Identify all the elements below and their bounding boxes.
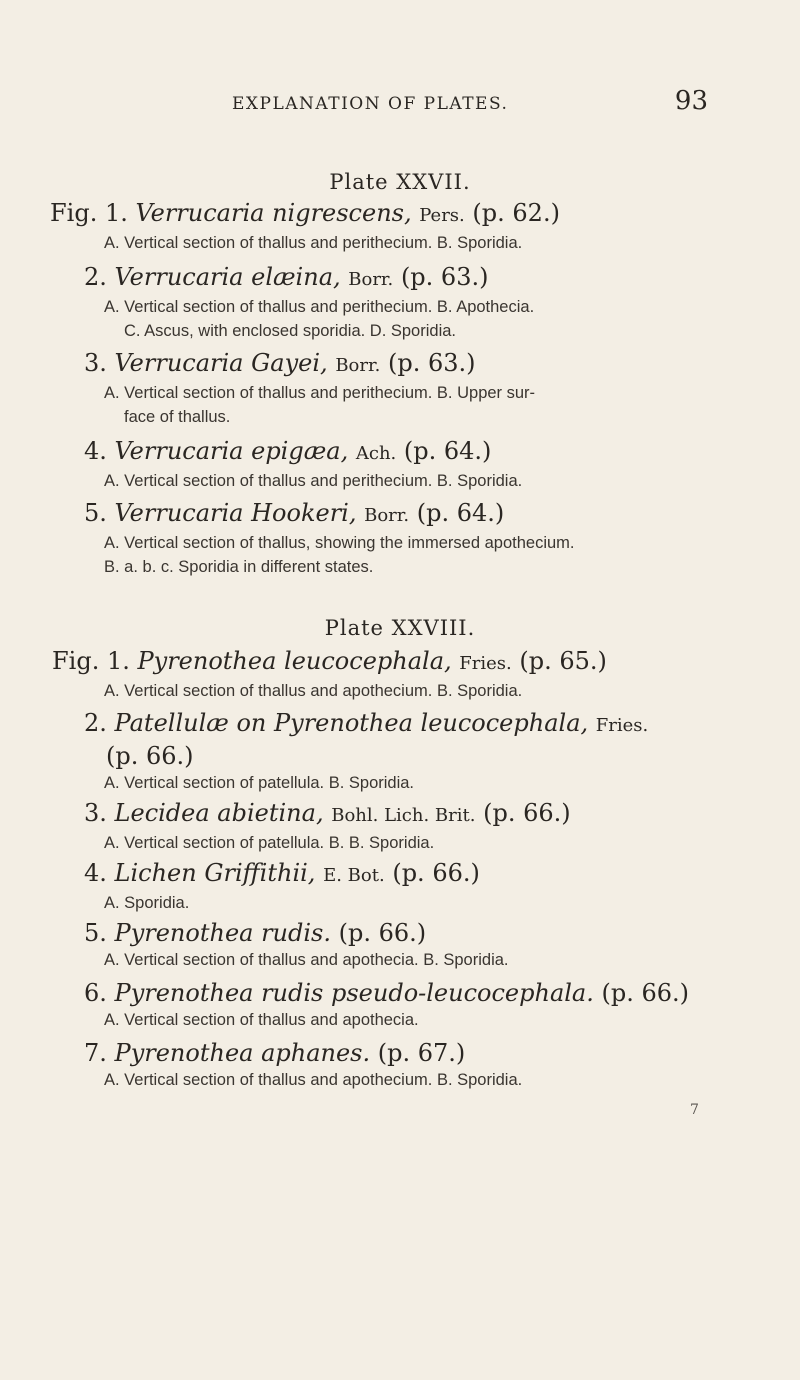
figure-entry: [0, 918, 800, 972]
species-name: Verrucaria nigrescens,: [135, 199, 412, 227]
figure-description: C. Ascus, with enclosed sporidia. D. Sporidia.: [124, 322, 456, 340]
figure-entry: [0, 1038, 800, 1092]
page-reference: (p. 63.): [400, 263, 489, 291]
species-name: Pyrenothea rudis.: [114, 919, 331, 947]
figure-description: A. Sporidia.: [104, 894, 190, 912]
plate-heading: Plate XXVII.: [329, 170, 471, 194]
page-reference: (p. 66.): [392, 859, 480, 887]
figure-entry: [0, 262, 800, 343]
species-author: Fries.: [459, 653, 512, 674]
species-name: Verrucaria epigæa,: [114, 437, 349, 465]
page-reference: (p. 64.): [416, 499, 505, 527]
figure-number: Fig. 1.: [50, 199, 128, 227]
figure-description: A. Vertical section of thallus and perithecium. B. Sporidia.: [104, 234, 523, 252]
plate-heading: Plate XXVIII.: [324, 616, 476, 640]
figure-entry: [0, 436, 800, 493]
figure-number: 2.: [84, 709, 107, 737]
species-name: Patellulæ on Pyrenothea leucocephala,: [114, 709, 589, 737]
species-name: Lecidea abietina,: [114, 799, 324, 827]
figure-number: 4.: [84, 437, 107, 465]
figure-description: face of thallus.: [124, 408, 231, 426]
page-number: 93: [674, 86, 708, 116]
footer-mark: 7: [690, 1102, 699, 1118]
figure-entry: [0, 858, 800, 915]
species-author: Fries.: [595, 715, 649, 736]
figure-number: 2.: [84, 263, 107, 291]
figure-number: 4.: [84, 859, 107, 887]
species-author: Borr.: [364, 505, 410, 526]
figure-number: Fig. 1.: [52, 647, 130, 675]
page-reference: (p. 65.): [519, 647, 607, 675]
figure-number: 3.: [84, 349, 107, 377]
figure-entry: [0, 198, 800, 255]
figure-description: A. Vertical section of thallus, showing the immersed apothecium.: [104, 534, 575, 552]
figure-number: 6.: [84, 979, 107, 1007]
running-title: EXPLANATION OF PLATES.: [232, 94, 509, 114]
page-reference: (p. 66.): [106, 742, 194, 770]
figure-description: A. Vertical section of thallus and apothecium. B. Sporidia.: [104, 1071, 523, 1089]
species-author: E. Bot.: [323, 865, 385, 886]
species-author: Borr.: [348, 269, 394, 290]
figure-entry: [0, 348, 800, 429]
figure-number: 3.: [84, 799, 107, 827]
species-name: Verrucaria Gayei,: [114, 349, 328, 377]
figure-description: B. a. b. c. Sporidia in different states.: [104, 558, 374, 576]
figure-description: A. Vertical section of patellula. B. Sporidia.: [104, 774, 415, 792]
figure-number: 7.: [84, 1039, 107, 1067]
figure-description: A. Vertical section of thallus and apothecia.: [104, 1011, 419, 1029]
figure-description: A. Vertical section of thallus and perithecium. B. Apothecia.: [104, 298, 535, 316]
species-name: Pyrenothea leucocephala,: [137, 647, 452, 675]
species-name: Verrucaria Hookeri,: [114, 499, 357, 527]
figure-description: A. Vertical section of patellula. B. B. Sporidia.: [104, 834, 435, 852]
figure-entry: [0, 498, 800, 579]
figure-entry: [0, 708, 800, 795]
figure-description: A. Vertical section of thallus and perithecium. B. Upper sur-: [104, 384, 536, 402]
page-header: [0, 86, 800, 126]
figure-description: A. Vertical section of thallus and perithecium. B. Sporidia.: [104, 472, 523, 490]
species-author: Borr.: [335, 355, 381, 376]
page-reference: (p. 67.): [377, 1039, 466, 1067]
page-reference: (p. 66.): [601, 979, 690, 1007]
species-author: Pers.: [419, 205, 465, 226]
species-author: Bohl. Lich. Brit.: [331, 805, 476, 826]
species-name: Verrucaria elæina,: [114, 263, 341, 291]
figure-number: 5.: [84, 919, 107, 947]
figure-description: A. Vertical section of thallus and apothecium. B. Sporidia.: [104, 682, 523, 700]
page-reference: (p. 66.): [483, 799, 571, 827]
figure-entry: [0, 978, 800, 1032]
page-reference: (p. 62.): [472, 199, 560, 227]
figure-number: 5.: [84, 499, 107, 527]
page-reference: (p. 66.): [338, 919, 427, 947]
species-name: Pyrenothea rudis pseudo-leucocephala.: [114, 979, 594, 1007]
figure-entry: [0, 646, 800, 703]
figure-entry: [0, 798, 800, 855]
species-name: Pyrenothea aphanes.: [114, 1039, 371, 1067]
figure-description: A. Vertical section of thallus and apothecia. B. Sporidia.: [104, 951, 509, 969]
page-reference: (p. 63.): [387, 349, 476, 377]
page-reference: (p. 64.): [403, 437, 492, 465]
species-author: Ach.: [355, 443, 397, 464]
species-name: Lichen Griffithii,: [114, 859, 316, 887]
